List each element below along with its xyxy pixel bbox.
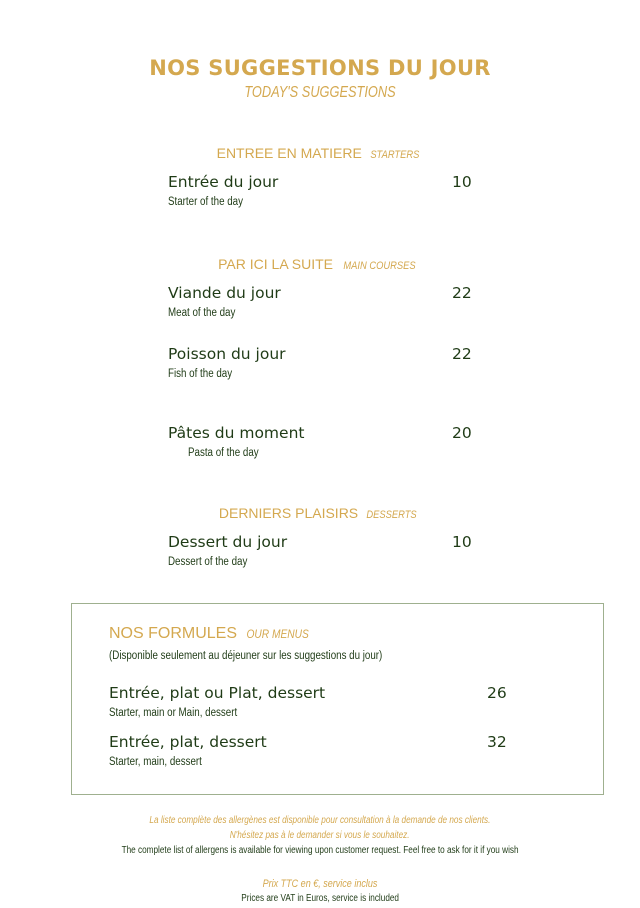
section-heading-fr: ENTREE EN MATIERE bbox=[216, 145, 362, 161]
price-note-en-text: Prices are VAT in Euros, service is included bbox=[241, 893, 399, 904]
menu-item-desc: Dessert of the day bbox=[168, 556, 248, 568]
section-heading-en: MAIN COURSES bbox=[343, 260, 416, 272]
section-heading-fr: DERNIERS PLAISIRS bbox=[218, 505, 359, 521]
menu-item-name: Dessert du jour bbox=[168, 533, 288, 551]
menu-item-name: Pâtes du moment bbox=[168, 424, 305, 442]
page-title: NOS SUGGESTIONS DU JOUR bbox=[149, 56, 491, 80]
menu-item-price: 32 bbox=[487, 733, 507, 751]
allergen-note-fr-2 bbox=[0, 830, 640, 841]
menu-item-desc: Fish of the day bbox=[168, 368, 233, 380]
menu-item-price: 22 bbox=[452, 284, 472, 302]
set-menus-heading-fr: NOS FORMULES bbox=[109, 625, 238, 642]
menu-item-price: 10 bbox=[452, 173, 472, 191]
set-menus-note: (Disponible seulement au déjeuner sur les suggestions du jour) bbox=[109, 650, 383, 662]
allergen-note-en-text: The complete list of allergens is available for viewing upon customer request. Feel free to ask for it if you wish bbox=[121, 845, 519, 856]
menu-item-desc: Starter of the day bbox=[168, 196, 243, 208]
menu-item-name: Viande du jour bbox=[168, 284, 281, 302]
allergen-note-fr-2-text: N'hésitez pas à le demander si vous le souhaitez. bbox=[230, 830, 410, 841]
section-heading-mains bbox=[0, 256, 640, 272]
menu-item-desc: Meat of the day bbox=[168, 307, 236, 319]
menu-item-name: Poisson du jour bbox=[168, 345, 286, 363]
section-heading-starters bbox=[0, 145, 640, 161]
menu-item-name: Entrée, plat, dessert bbox=[109, 733, 267, 751]
page-subtitle: TODAY'S SUGGESTIONS bbox=[244, 84, 396, 101]
menu-item-desc: Starter, main or Main, dessert bbox=[109, 707, 238, 719]
set-menus-heading-en: OUR MENUS bbox=[246, 627, 310, 641]
allergen-note-fr-1 bbox=[0, 815, 640, 826]
menu-item-price: 20 bbox=[452, 424, 472, 442]
menu-item-desc: Starter, main, dessert bbox=[109, 756, 202, 768]
price-note-en bbox=[0, 893, 640, 904]
menu-item-price: 22 bbox=[452, 345, 472, 363]
menu-item-desc: Pasta of the day bbox=[188, 447, 259, 459]
section-heading-en: STARTERS bbox=[370, 149, 420, 161]
allergen-note-en bbox=[0, 845, 640, 856]
price-note-fr-text: Prix TTC en €, service inclus bbox=[262, 878, 378, 890]
menu-item-price: 26 bbox=[487, 684, 507, 702]
allergen-note-fr-1-text: La liste complète des allergènes est disponible pour consultation à la demande de nos clients. bbox=[149, 815, 491, 826]
menu-item-name: Entrée, plat ou Plat, dessert bbox=[109, 684, 326, 702]
section-heading-fr: PAR ICI LA SUITE bbox=[218, 256, 334, 272]
menu-item-name: Entrée du jour bbox=[168, 173, 279, 191]
section-heading-desserts bbox=[0, 505, 640, 521]
price-note-fr bbox=[0, 878, 640, 890]
section-heading-en: DESSERTS bbox=[366, 509, 417, 521]
set-menus-heading bbox=[109, 625, 315, 643]
menu-item-price: 10 bbox=[452, 533, 472, 551]
